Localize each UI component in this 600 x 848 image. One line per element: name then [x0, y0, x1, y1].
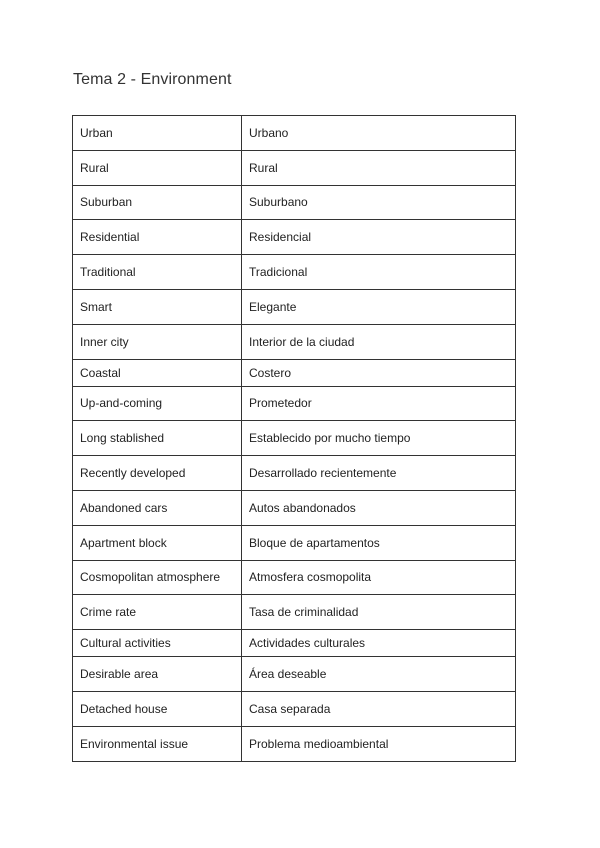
english-term: Cultural activities	[73, 630, 242, 657]
english-term: Coastal	[73, 359, 242, 386]
table-row	[73, 150, 516, 185]
spanish-term: Problema medioambiental	[242, 726, 516, 761]
table-row	[73, 386, 516, 421]
page-title: Tema 2 - Environment	[73, 71, 232, 88]
english-term: Suburban	[73, 185, 242, 220]
english-term: Desirable area	[73, 657, 242, 692]
table-row	[73, 691, 516, 726]
table-row	[73, 630, 516, 657]
spanish-term: Suburbano	[242, 185, 516, 220]
spanish-term: Rural	[242, 150, 516, 185]
table-row	[73, 421, 516, 456]
english-term: Inner city	[73, 324, 242, 359]
vocabulary-table	[72, 115, 516, 762]
table-row	[73, 116, 516, 151]
spanish-term: Interior de la ciudad	[242, 324, 516, 359]
table-row	[73, 255, 516, 290]
table-row	[73, 657, 516, 692]
spanish-term: Autos abandonados	[242, 490, 516, 525]
spanish-term: Atmosfera cosmopolita	[242, 560, 516, 595]
table-row	[73, 324, 516, 359]
table-row	[73, 525, 516, 560]
spanish-term: Desarrollado recientemente	[242, 456, 516, 491]
spanish-term: Área deseable	[242, 657, 516, 692]
spanish-term: Actividades culturales	[242, 630, 516, 657]
english-term: Cosmopolitan atmosphere	[73, 560, 242, 595]
english-term: Abandoned cars	[73, 490, 242, 525]
spanish-term: Residencial	[242, 220, 516, 255]
english-term: Traditional	[73, 255, 242, 290]
spanish-term: Establecido por mucho tiempo	[242, 421, 516, 456]
spanish-term: Elegante	[242, 289, 516, 324]
table-row	[73, 456, 516, 491]
spanish-term: Urbano	[242, 116, 516, 151]
table-row	[73, 595, 516, 630]
table-row	[73, 185, 516, 220]
table-row	[73, 359, 516, 386]
table-row	[73, 220, 516, 255]
spanish-term: Casa separada	[242, 691, 516, 726]
spanish-term: Tasa de criminalidad	[242, 595, 516, 630]
table-row	[73, 726, 516, 761]
english-term: Residential	[73, 220, 242, 255]
english-term: Apartment block	[73, 525, 242, 560]
spanish-term: Prometedor	[242, 386, 516, 421]
english-term: Rural	[73, 150, 242, 185]
table-row	[73, 490, 516, 525]
english-term: Recently developed	[73, 456, 242, 491]
english-term: Smart	[73, 289, 242, 324]
english-term: Crime rate	[73, 595, 242, 630]
english-term: Environmental issue	[73, 726, 242, 761]
english-term: Detached house	[73, 691, 242, 726]
spanish-term: Bloque de apartamentos	[242, 525, 516, 560]
table-row	[73, 560, 516, 595]
english-term: Long stablished	[73, 421, 242, 456]
english-term: Urban	[73, 116, 242, 151]
spanish-term: Costero	[242, 359, 516, 386]
english-term: Up-and-coming	[73, 386, 242, 421]
spanish-term: Tradicional	[242, 255, 516, 290]
table-row	[73, 289, 516, 324]
